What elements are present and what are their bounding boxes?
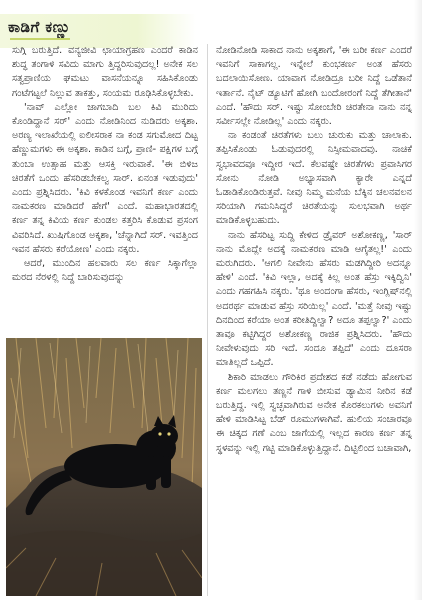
section-title-underline <box>10 38 70 40</box>
leopard-illustration <box>6 338 202 596</box>
paragraph: 'ನಾವ್ ಎಲ್ಲೋ ಜಾಗಬಾದಿ ಬಲ ಕಿವಿ ಮುರಿದು ಕೊಂಡಿದ್ದಾನೆ ಸರ್' ಎಂದು ನೋಡಿನಿಂದ ನುಡಿದರು ಅಕ್ಕಶಾ. ಅರಣ್ಯ ಇಲಾಖೆಯಲ್ಲಿ ಐಲೀಸರಾಕ ನಾ ಕಂಡ ಸಗುಮೋದ ದಿಟ್ಟ ಹೆಣ್ಣುಮಗಳು ಈ ಅಕ್ಕಶಾ. ಕಾಡಿನ ಬಗ್ಗೆ, ಪ್ರಾಣಿ- ಪಕ್ಷಿಗಳ ಬಗ್ಗೆ ತುಂಬಾ ಉತ್ಸಾಹ ಮತ್ತು ಆಸಕ್ತಿ ಇರುವಾಕೆ. 'ಈ ಬಿಳಿಜ ಚಿರತೆಗೆ ಒಂದು ಹೆಸರಿಡಬೇಕಲ್ವ ಸಾರ್. ಏನಂತ ಇಡುವುದು' ಎಂದು ಪ್ರಶ್ನಿಸಿದರು. 'ಕಿವಿ ಕಳಕೊಂಡ ಇವನಿಗೆ ಕರ್ಣ ಎಂದು ನಾಮಕರಣ ಮಾಡಿದರೆ ಹೇಗೆ' ಎಂದೆ. ಮಹಾಭಾರತದಲ್ಲಿ ಕರ್ಣ ತನ್ನ ಕಿವಿಯ ಕರ್ಣ ಕುಂಡಲ ಕತ್ತರಿಸಿ ಕೊಡುವ ಪ್ರಸಂಗ ವಿವರಿಸಿದೆ. ಖುಷಿಗೊಂಡ ಅಕ್ಕಶಾ, 'ಚೆನ್ನಾಗಿದೆ ಸರ್. ಇವತ್ತಿಂದ ಇವನ ಹೆಸರು ಕರೆಯೋಣ' ಎಂದು ನಕ್ಕರು. <box>12 101 198 255</box>
black-leopard-photo <box>6 338 202 596</box>
paragraph: ನಾ ಕಂಡಂತೆ ಚಿರತೆಗಳು ಬಲು ಚುರುಕು ಮತ್ತು ಚಾಲಾಕು. ತಪ್ಪಿಸಿಕೊಂಡು ಓಡುವುದರಲ್ಲಿ ನಿಸ್ಸೀಮವಾದವು. ನಾಚಿಕೆ ಸ್ವಭಾವದವೂ ಇದ್ದೀರ ಇದೆ. ಕೆಲವಷ್ಟೇ ಚಿರತೆಗಳು ಪ್ರವಾಸಿಗರ ಸೋನು ನೋಡಿ ಅಭ್ಯಾಸವಾಗಿ ಕ್ಯಾರೇ ಎನ್ನದೆ ಓಡಾಡಿಕೊಂಡಿರುತ್ತವೆ. ನೀವು ನಿಮ್ಮ ಮನೆಯ ಬೆಕ್ಕಿನ ಚಲನವಲನ ಸರಿಯಾಗಿ ಗಮನಿಸಿದ್ದರೆ ಚಿರತೆಯನ್ನು ಸುಲಭವಾಗಿ ಅರ್ಥ ಮಾಡಿಕೊಳ್ಳಬಹುದು. <box>216 130 412 227</box>
column-divider <box>207 44 208 596</box>
paragraph: ಶಿಕಾರಿ ಮಾಡಲು ಗೌರಿಕಿರ ಪ್ರದೇಶದ ಕಡೆ ನಡೆದು ಹೋಗುವ ಕರ್ಣ ಮಲಗಲು ತಣ್ಣನೆ ಗಾಳಿ ಬೀಸುವ ಡ್ಯಾಮಿನ ನೀರಿನ ಕಡೆ ಬರುತ್ತಿದ್ದ. ಇಲ್ಲಿ ಸ್ವಚ್ಛವಾಗಿರುವ ಅನೇಕ ಕೊರಕಲುಗಳು ಅವನಿಗೆ ಹೇಳಿ ಮಾಡಿಸಿಟ್ಟ ಬೆಡ್ ರೂಮುಗಳಾಗಿವೆ. ಹುಲಿಯ ಸಂಚಾರವೂ ಈ ಚಿಕ್ಕದ ಗಣೆ ಎಂಬ ಜಾಗೆಯಲ್ಲಿ ಇಲ್ಲದ ಕಾರಣ ಕರ್ಣ ತನ್ನ ಸ್ಥಳವನ್ನು ಇಲ್ಲಿ ಗಟ್ಟಿ ಮಾಡಿಕೊಳ್ಳುತ್ತಿದ್ದಾನೆ. ದಿಟ್ಟಿಲಿಂದ ಬಚಾವಾಗಿ, <box>216 371 412 454</box>
section-title: ಕಾಡಿಗೆ ಕಣ್ಣು <box>8 18 71 36</box>
page-edge-shadow <box>414 0 422 600</box>
paragraph: ನೋಡಿನೋಡಿ ಸಾಕಾದ ನಾನು ಅಕ್ಕಶಾಗೆ, 'ಈ ಬರೀ ಕರ್ಣ ಎಂದರೆ ಇವನಿಗೆ ಸಾಕಾಗಲ್ಲ. ಇನ್ನೇಲೆ ಕುಂಭಕರ್ಣ ಅಂತ ಹೆಸರು ಬದಲಾಯಿಸೋಣ. ಯಾವಾಗ ನೋಡಿದ್ರೂ ಬರೀ ನಿದ್ದೆ ಒಡೆತಾನೆ ಇರ್ತಾನೆ. ನೈಟ್ ಡ್ಯೂಟಿಗೆ ಹೋಗಿ ಬಂದೋರಂಗೆ ನಿದ್ದೆ ತೆಗೀತಾನೆ' ಎಂದೆ. 'ಹೌದು ಸರ್. ಇಷ್ಟು ಸೋಂಬೇರಿ ಚಿರತೇನಾ ನಾನು ನನ್ನ ಸರ್ವೀಸಲ್ಲೇ ನೋಡಿಲ್ಲ' ಎಂದು ನಕ್ಕರು. <box>216 45 412 128</box>
paragraph: ನಾನು ಹೆಸರಿಟ್ಟ ಸುದ್ದಿ ಕೇಳಿದ ಡ್ರೈವರ್ ಅಶೋಕಣ್ಣ, 'ಸಾರ್ ನಾನು ಮೊದ್ಲೇ ಅದಕ್ಕೆ ನಾಮಕರಣ ಮಾಡಿ ಆಗೈತಲ್ಲ!' ಎಂದು ಮರುಗಿದರು. 'ಆಗಲಿ ನೀವೇನು ಹೆಸರು ಮಡಗಿದ್ದೀರಿ ಅದನ್ನೂ ಹೇಳಿ' ಎಂದೆ. 'ಕಿವಿ ಇಲ್ಲಾ, ಅದಕ್ಕೆ ಕಿಲ್ಲ ಅಂತ ಹೆಸ್ರು ಇಕ್ಕಿದ್ವಿನಿ' ಎಂದು ಗಹಗಹಿಸಿ ನಕ್ಕರು. 'ಥೂ ಅಂದಂಗಾ ಹೆಸರು, ಇಂಗ್ಲಿಷ್‌ನಲ್ಲಿ ಅದರರ್ಥ ಮಾಡುವ ಹೆಸ್ರು ಸರಿಯಿಲ್ಲ' ಎಂದೆ. 'ಮತ್ತೆ ನೀವು ಇಷ್ಟು ದಿನದಿಂದ ಕರೆಯಾ ಅಂತ ಕರೀತಿದ್ದಿಲ್ವಾ? ಅದೂ ತಪ್ಪಲ್ವಾ?' ಎಂದು ತಾವೂ ಕಟ್ಟಿಗಿದ್ದರ ಅಶೋಕಣ್ಣ ರಾಜಿಕ ಪ್ರಶ್ನಿಸಿದರು. 'ಹೌದು ನೀವೇಳುವುದು ಸರಿ ಇದೆ. ಸಂದೂ ತಪ್ಪಿದೆ' ಎಂದು ದೂಸರಾ ಮಾತಿಲ್ಲದೆ ಒಪ್ಪಿದೆ. <box>216 229 412 369</box>
right-text-column <box>216 44 412 596</box>
paragraph: ಆದರೆ, ಮುಂದಿನ ಹಲವಾರು ಸಲ ಕರ್ಣ ಸಿಕ್ಕಾಗೆಲ್ಲಾ ಮರದ ನೆರಳಲ್ಲಿ ನಿದ್ದೆ ಬಾರಿಸುವುದನ್ನು <box>12 258 198 284</box>
paragraph: ಸುಗ್ಗಿ ಬರುತ್ತಿದೆ. ವನ್ಯಜೀವಿ ಛಾಯಾಗ್ರಹಣ ಎಂದರೆ ಕಾಡಿನ ಶುದ್ಧ ತಂಗಾಳಿ ಸವಿದು ಮಾಗು ತ್ತಿದ್ದರಿಸುವುದಲ್ಲ! ಅನೇಕ ಸಲ ಸತ್ವಪ್ರಾಣಿಯ ಘಮಟು ವಾಸನೆಯನ್ನೂ ಸಹಿಸಿಕೊಂಡು ಗಂಟೆಗಟ್ಟಲೆ ನಿಲ್ಲುವ ತಾಕತ್ತು, ಸಂಯಮ ರೂಢಿಸಿಕೊಳ್ಳಬೇಕು. <box>12 45 198 99</box>
left-text-column <box>12 44 198 336</box>
